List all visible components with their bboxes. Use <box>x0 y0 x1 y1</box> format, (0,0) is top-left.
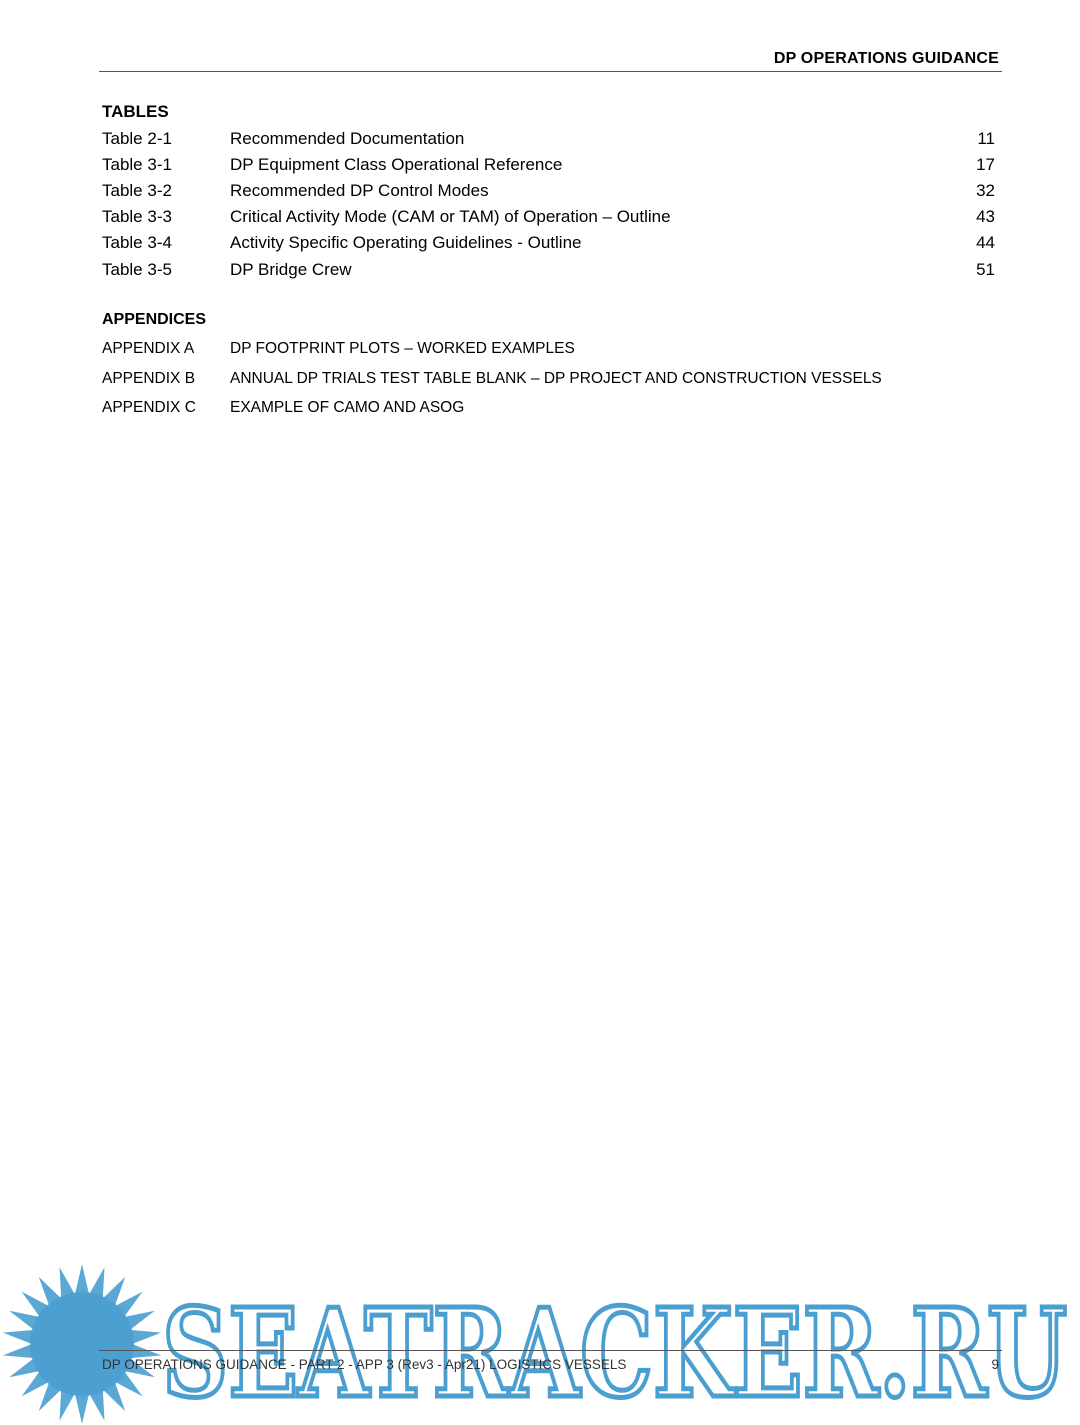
footer-page-number: 9 <box>991 1357 999 1372</box>
sun-icon <box>0 1262 165 1425</box>
table-number: Table 3-5 <box>102 260 172 279</box>
appendix-label: APPENDIX B <box>102 370 196 387</box>
toc-table-row[interactable] <box>102 207 995 231</box>
page-number: 51 <box>976 260 995 279</box>
page-number: 43 <box>976 207 995 226</box>
appendix-title: EXAMPLE OF CAMO AND ASOG <box>230 399 465 416</box>
page-number: 44 <box>976 233 995 252</box>
toc-table-row[interactable] <box>102 260 995 284</box>
footer-rule <box>99 1350 1002 1351</box>
appendix-label: APPENDIX C <box>102 399 196 416</box>
toc-appendix-row[interactable] <box>102 399 995 421</box>
toc-table-row[interactable] <box>102 181 995 205</box>
table-number: Table 3-1 <box>102 155 172 174</box>
toc-appendix-row[interactable] <box>102 340 995 362</box>
page-number: 17 <box>976 155 995 174</box>
appendix-title: DP FOOTPRINT PLOTS – WORKED EXAMPLES <box>230 340 575 357</box>
table-title: Activity Specific Operating Guidelines - Outline <box>230 233 582 252</box>
table-title: Critical Activity Mode (CAM or TAM) of Operation – Outline <box>230 207 671 226</box>
table-title: Recommended Documentation <box>230 129 465 148</box>
page-header-title: DP OPERATIONS GUIDANCE <box>773 50 999 67</box>
table-title: DP Bridge Crew <box>230 260 352 279</box>
appendix-label: APPENDIX A <box>102 340 195 357</box>
toc-table-row[interactable] <box>102 155 995 179</box>
table-title: DP Equipment Class Operational Reference <box>230 155 563 174</box>
table-number: Table 3-3 <box>102 207 172 226</box>
toc-table-row[interactable] <box>102 129 995 153</box>
table-number: Table 3-4 <box>102 233 172 252</box>
watermark-text <box>162 1284 1072 1414</box>
table-number: Table 3-2 <box>102 181 172 200</box>
appendices-heading: APPENDICES <box>102 311 207 328</box>
footer-text: DP OPERATIONS GUIDANCE - PART 2 - APP 3 (Rev3 - Apr21) LOGISTICS VESSELS <box>102 1357 627 1372</box>
page-number: 11 <box>977 129 995 148</box>
toc-appendix-row[interactable] <box>102 370 995 392</box>
toc-table-row[interactable] <box>102 233 995 257</box>
table-title: Recommended DP Control Modes <box>230 181 489 200</box>
page-number: 32 <box>976 181 995 200</box>
header-rule <box>99 71 1002 72</box>
appendix-title: ANNUAL DP TRIALS TEST TABLE BLANK – DP PROJECT AND CONSTRUCTION VESSELS <box>230 370 882 387</box>
watermark-label: SEATRACKER.RU <box>162 1284 1067 1414</box>
table-number: Table 2-1 <box>102 129 172 148</box>
tables-heading: TABLES <box>102 102 169 121</box>
